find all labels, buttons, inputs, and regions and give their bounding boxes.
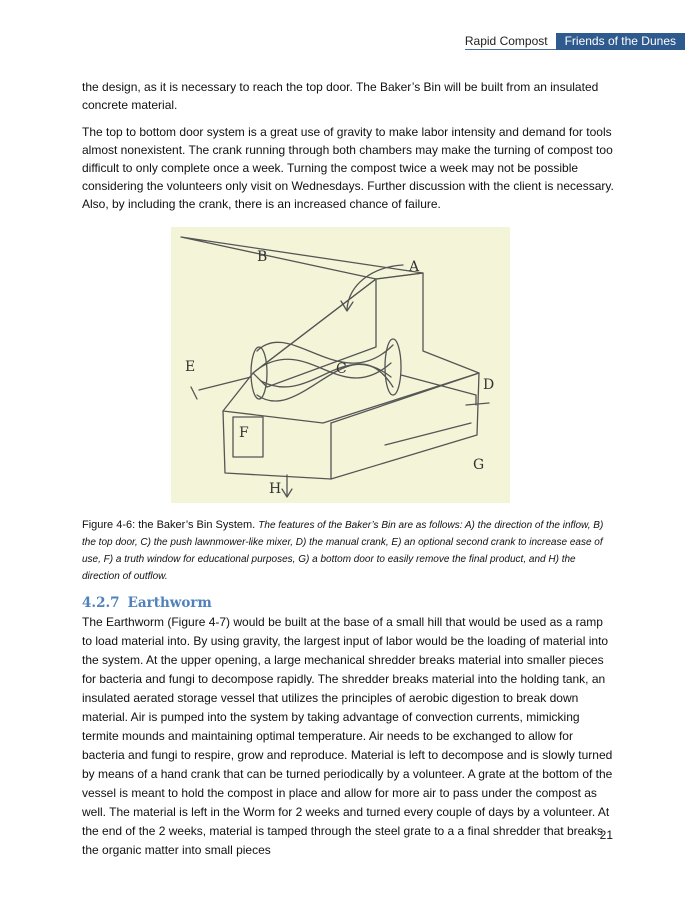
label-e: E (185, 359, 196, 375)
bakers-bin-sketch (171, 227, 510, 503)
label-a: A (409, 259, 420, 275)
label-d: D (483, 377, 495, 393)
sketch-svg (171, 227, 510, 503)
section-number: 4.2.7 (82, 595, 120, 611)
section-heading (82, 593, 615, 613)
page-header (465, 33, 685, 50)
caption-description: The features of the Baker’s Bin are as follows: A) the direction of the inflow, B) the top door, C) the push lawnmower-like mixer, D) the manual crank, E) an optional second crank to increase ease of use, F) a truth window for educational purposes, G) a bottom door to easily remove the final product, and H) the direction of outflow. (82, 520, 604, 582)
header-org-label: Friends of the Dunes (556, 33, 685, 50)
paragraph-2: The top to bottom door system is a great use of gravity to make labor intensity and demand for tools almost nonexistent. The crank running through both chambers may make the turning of compost too difficult to only complete once a week. Turning the compost twice a week may not be possible considering the volunteers only visit on Wednesdays. Further discussion with the client is necessary. Also, by including the crank, there is an increased chance of failure. (82, 125, 614, 211)
paragraph-1: the design, as it is necessary to reach the top door. The Baker’s Bin will be built from an insulated concrete material. (82, 80, 599, 112)
label-c: C (336, 361, 347, 377)
section-body: The Earthworm (Figure 4-7) would be built at the base of a small hill that would be used as a ramp to load material into. By using gravity, the largest input of labor would be the loading of material into the system. At the upper opening, a large mechanical shredder breaks material into smaller pieces for bacteria and fungi to decompose rapidly. The shredder breaks material into the holding tank, an insulated aerated storage vessel that utilizes the principles of aerobic digestion to break down material. Air is pumped into the system by taking advantage of convection currents, mimicking termite mounds and maintaining optimal temperature. Air needs to be exchanged to allow for bacteria and fungi to respire, grow and reproduce. Material is left to decompose and is slowly turned by means of a hand crank that can be turned periodically by a volunteer. A grate at the bottom of the vessel is meant to hold the compost in place and allow for more air to pass under the compost as well. The material is left in the Worm for 2 weeks and turned every couple of days by a volunteer. At the end of the 2 weeks, material is tamped through the steel grate to a a final shredder that breaks the organic matter into small pieces (82, 615, 613, 857)
page-content (82, 78, 615, 860)
page-number: 21 (599, 828, 613, 842)
caption-lead: Figure 4-6: the Baker’s Bin System. (82, 519, 256, 531)
section-title: Earthworm (127, 595, 212, 611)
label-g: G (473, 457, 485, 473)
label-f: F (239, 425, 249, 441)
label-h: H (269, 481, 282, 497)
header-doc-title: Rapid Compost (465, 33, 556, 50)
label-b: B (257, 249, 268, 265)
figure-caption (82, 517, 615, 585)
